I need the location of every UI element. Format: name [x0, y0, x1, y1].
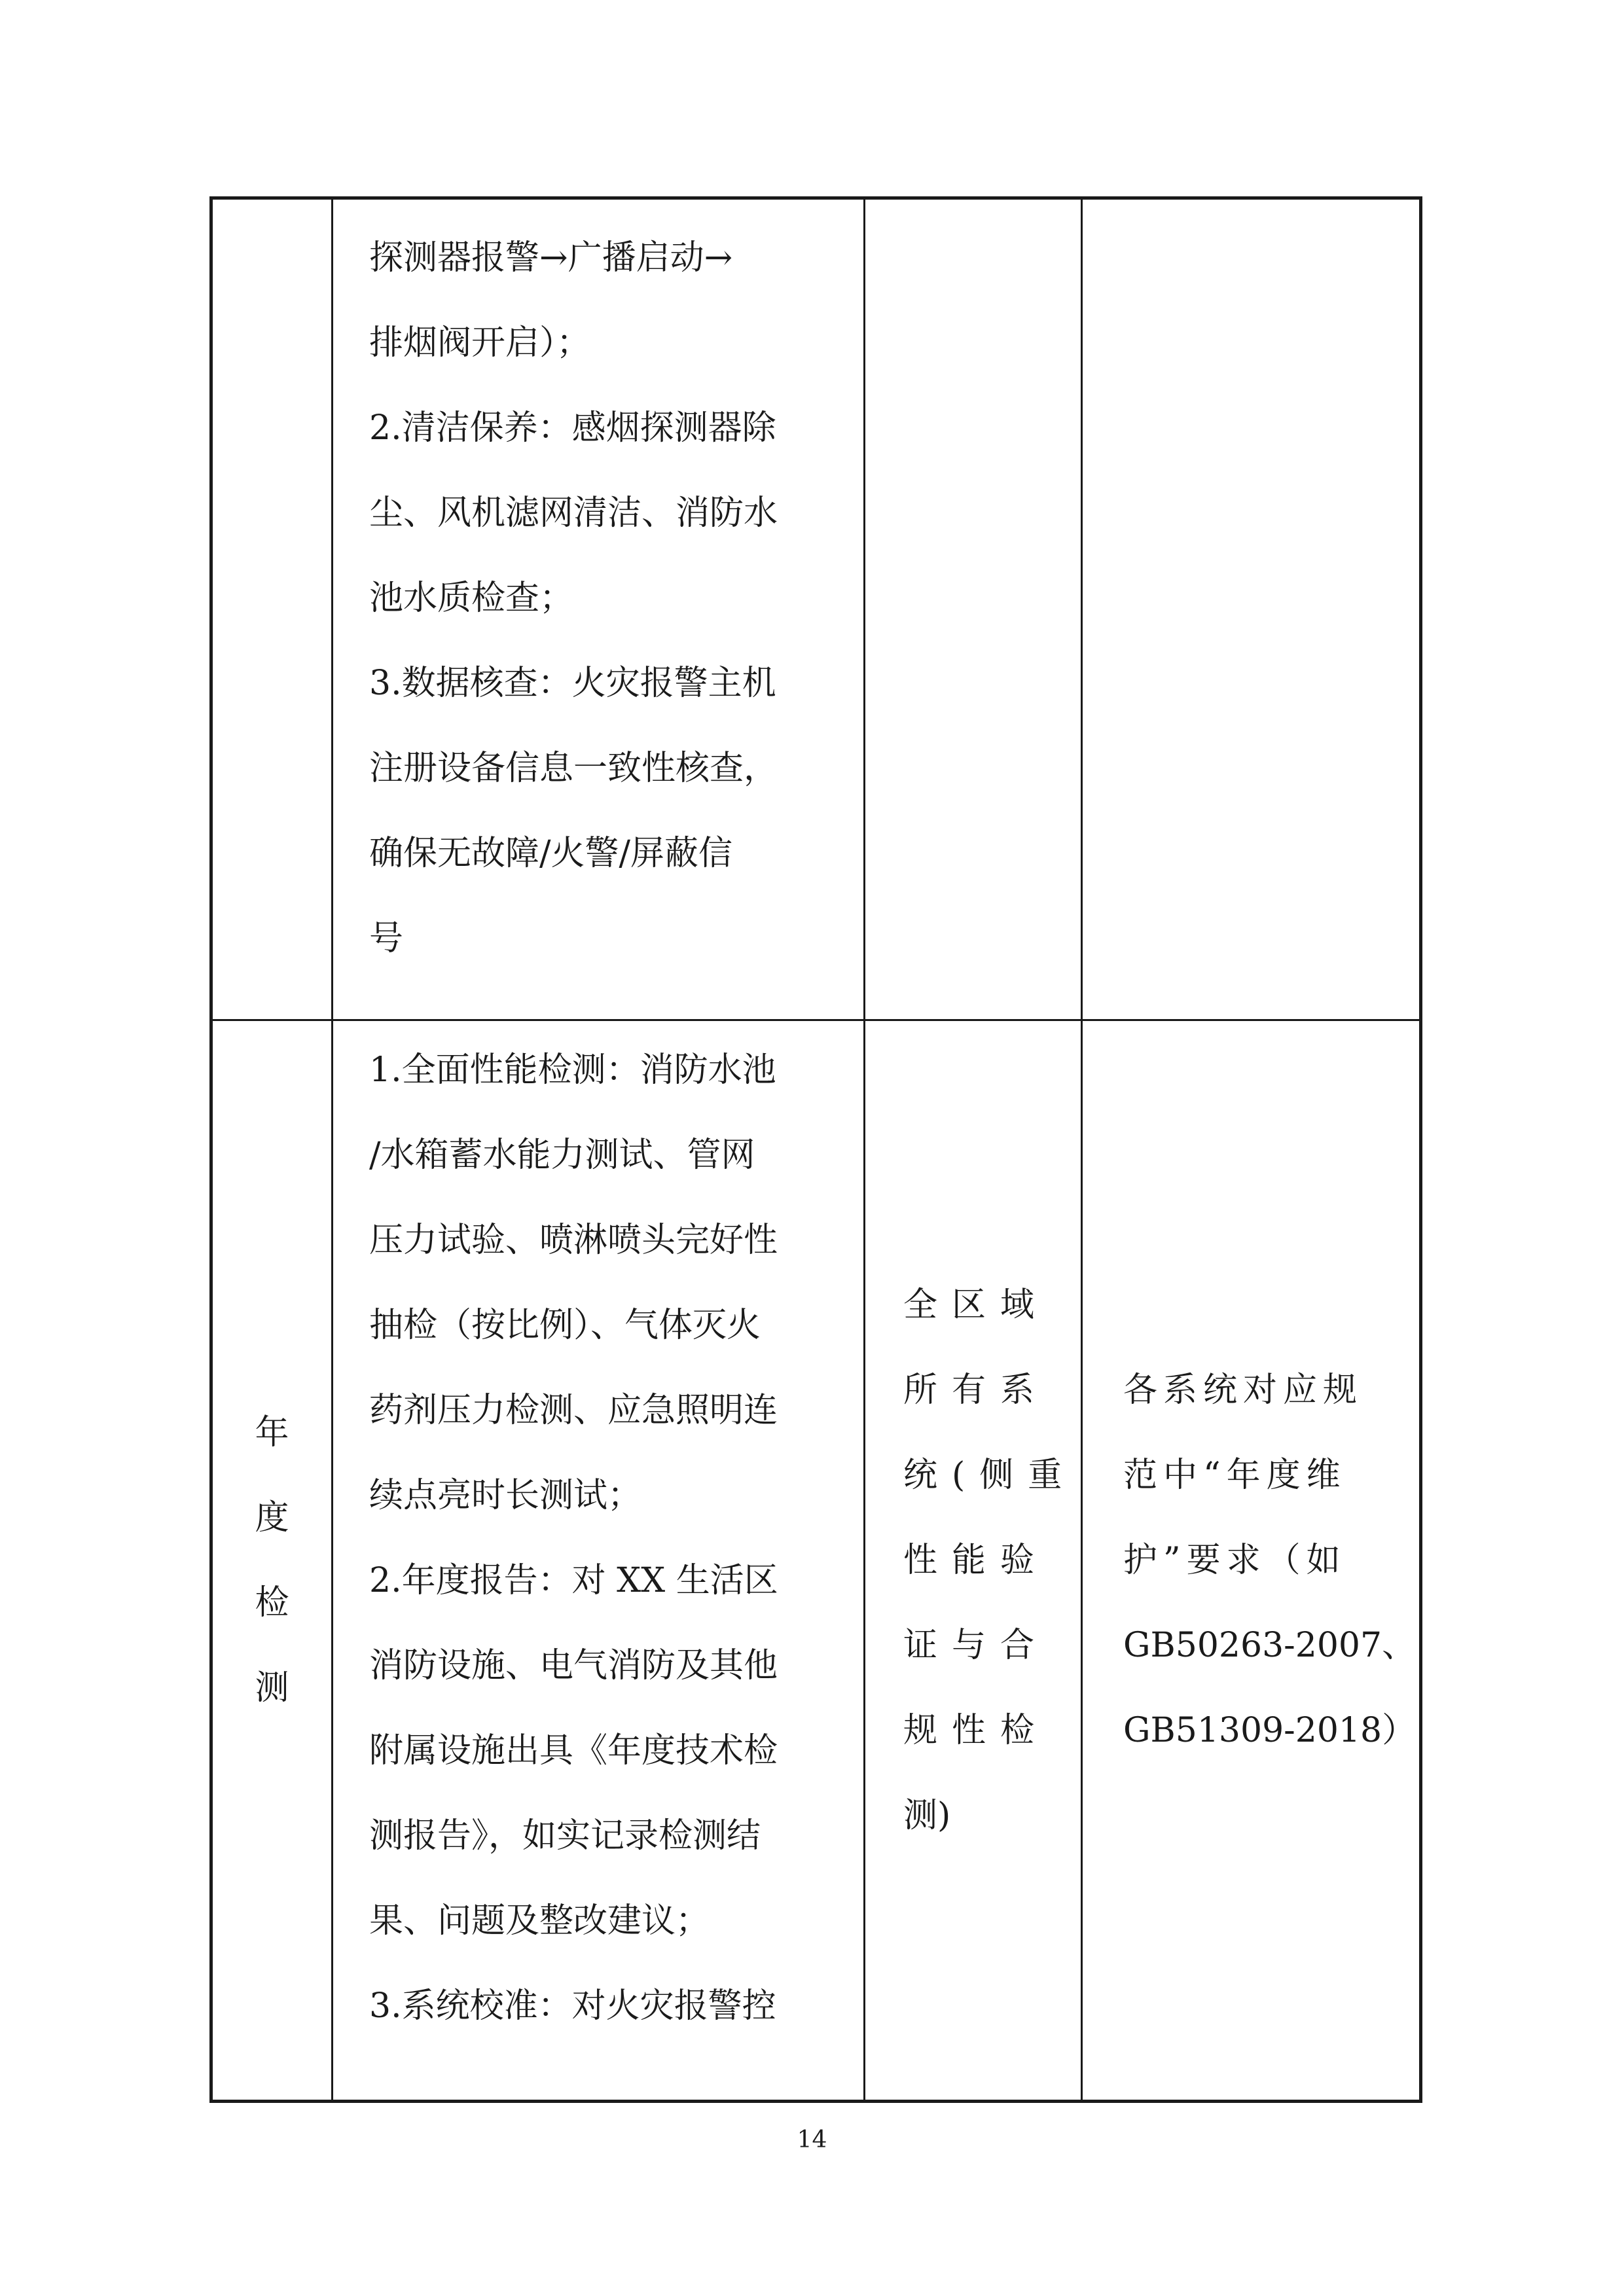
content-line: 注册设备信息一致性核查， — [369, 749, 778, 788]
type-label-char: 检 — [255, 1583, 289, 1623]
content-line: 尘、风机滤网清洁、消防水 — [369, 493, 778, 533]
content-line: 池水质检查； — [369, 579, 574, 618]
scope-line: 统(侧重 — [903, 1456, 1077, 1495]
content-line: 压力试验、喷淋喷头完好性 — [369, 1221, 778, 1260]
table-row — [211, 198, 1421, 1020]
content-line: 附属设施出具《年度技术检 — [369, 1731, 778, 1770]
standard-cell-empty — [1082, 198, 1421, 1020]
table-row-annual-inspection — [211, 1020, 1421, 2102]
content-line: 探测器报警→广播启动→ — [369, 238, 733, 278]
scope-cell — [865, 1020, 1082, 2102]
content-line: 药剂压力检测、应急照明连 — [369, 1391, 778, 1430]
standard-line: GB50263-2007、 — [1123, 1626, 1416, 1665]
content-line: 3.数据核查：火灾报警主机 — [369, 664, 776, 703]
scope-line: 全区域 — [903, 1285, 1049, 1325]
type-label-char: 测 — [255, 1668, 289, 1708]
scope-line: 规性检 — [903, 1711, 1049, 1750]
standard-line: GB51309-2018） — [1123, 1711, 1416, 1750]
type-label-char: 度 — [255, 1498, 289, 1537]
content-line: 2.年度报告：对 XX 生活区 — [369, 1561, 778, 1600]
content-line: 测报告》，如实记录检测结 — [369, 1816, 761, 1856]
maintenance-table — [209, 196, 1422, 2103]
content-line: /水箱蓄水能力测试、管网 — [369, 1136, 755, 1175]
scope-line: 所有系 — [903, 1371, 1049, 1410]
standard-line: 各系统对应规 — [1123, 1371, 1363, 1410]
scope-cell-empty — [865, 198, 1082, 1020]
content-line: 排烟阀开启）； — [369, 323, 591, 363]
content-line: 确保无故障/火警/屏蔽信 — [369, 834, 733, 873]
content-line: 号 — [369, 919, 404, 958]
standard-line: 范中“年度维 — [1123, 1456, 1346, 1495]
scope-line: 证与合 — [903, 1626, 1049, 1665]
content-line: 果、问题及整改建议； — [369, 1901, 710, 1941]
content-line: 续点亮时长测试； — [369, 1476, 642, 1515]
scope-line: 测) — [903, 1796, 951, 1835]
content-line: 消防设施、电气消防及其他 — [369, 1646, 778, 1685]
type-cell — [211, 1020, 333, 2102]
content-cell — [333, 198, 865, 1020]
page-number: 14 — [797, 2126, 827, 2153]
content-line: 2.清洁保养：感烟探测器除 — [369, 408, 776, 448]
content-line: 抽检（按比例）、气体灭火 — [369, 1306, 761, 1345]
type-label-char: 年 — [255, 1413, 289, 1452]
standard-cell — [1082, 1020, 1421, 2102]
content-cell — [333, 1020, 865, 2102]
standard-line: 护”要求（如 — [1123, 1541, 1346, 1580]
type-cell-empty — [211, 198, 333, 1020]
content-line: 3.系统校准：对火灾报警控 — [369, 1986, 776, 2026]
scope-line: 性能验 — [903, 1541, 1049, 1580]
content-line: 1.全面性能检测：消防水池 — [369, 1050, 776, 1090]
